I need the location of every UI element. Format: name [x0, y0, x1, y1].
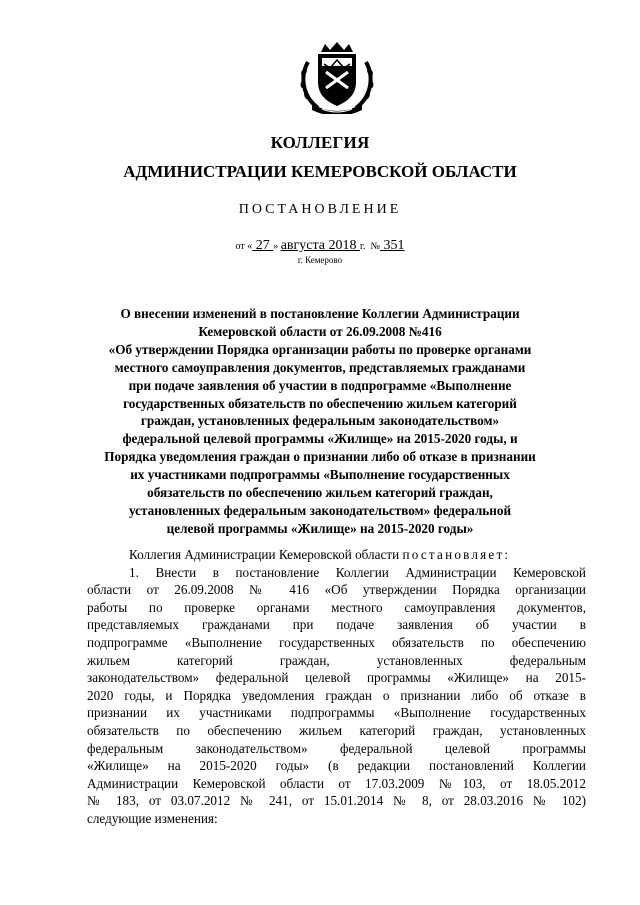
- number-label: №: [370, 241, 381, 252]
- title-line: Порядка уведомления граждан о признании либо об отказе в признании: [104, 449, 536, 465]
- body-line: 1. Внести в постановление Коллегии Администрации Кемеровской: [129, 564, 586, 580]
- intro-decree-word: постановляет:: [402, 547, 511, 562]
- title-line: О внесении изменений в постановление Коллегии Администрации: [120, 306, 520, 321]
- body-line: подпрограмме «Выполнение государственных обязательств по обеспечению: [87, 634, 586, 650]
- document-body: [87, 546, 586, 828]
- body-line: федеральным законодательством» федеральной целевой программы: [87, 740, 586, 756]
- title-line: обязательств по обеспечению жильем категорий граждан,: [147, 485, 493, 501]
- title-line: государственных обязательств по обеспечению жильем категорий: [123, 395, 517, 411]
- organization-name-line-2: АДМИНИСТРАЦИИ КЕМЕРОВСКОЙ ОБЛАСТИ: [123, 162, 517, 181]
- date-month-year: августа 2018: [280, 238, 360, 253]
- title-line: местного самоуправления документов, представляемых гражданами: [114, 359, 526, 375]
- body-line: № 183, от 03.07.2012 № 241, от 15.01.2014 № 8, от 28.03.2016 № 102): [87, 793, 586, 809]
- document-number: 351: [380, 238, 405, 253]
- body-intro-line: [87, 546, 586, 564]
- date-separator: »: [273, 241, 281, 252]
- body-line: обязательств по обеспечению жильем категорий граждан, установленных: [87, 722, 586, 738]
- body-line: представляемых гражданами при подаче заявления об участии в: [87, 617, 586, 633]
- body-line: следующие изменения:: [87, 810, 218, 826]
- body-line: законодательством» федеральной целевой программы «Жилище» на 2015-: [87, 670, 586, 686]
- title-line: их участниками подпрограммы «Выполнение государственных: [130, 467, 510, 483]
- coat-of-arms-emblem: [294, 42, 380, 114]
- date-prefix: от «: [235, 241, 253, 252]
- document-type: ПОСТАНОВЛЕНИЕ: [238, 202, 402, 217]
- date-year-suffix: г.: [360, 241, 366, 252]
- body-line: признании их участниками подпрограммы «Выполнение государственных: [87, 705, 586, 721]
- body-line: 2020 годы, и Порядка уведомления граждан о признании либо об отказе в: [87, 687, 586, 703]
- title-line: Кемеровской области от 26.09.2008 №416: [198, 323, 442, 339]
- body-line: работы по проверке органами местного самоуправления документов,: [87, 599, 586, 615]
- organization-name-line-1: КОЛЛЕГИЯ: [270, 133, 370, 152]
- intro-text: Коллегия Администрации Кемеровской области: [129, 547, 403, 562]
- date-number-line: [0, 238, 640, 254]
- body-line: «Жилище» на 2015-2020 годы» (в редакции постановлений Коллегии: [87, 758, 586, 774]
- document-title: [78, 305, 562, 538]
- title-line: граждан, установленных федеральным законодательством»: [140, 413, 500, 429]
- title-line: федеральной целевой программы «Жилище» на 2015-2020 годы, и: [122, 431, 518, 447]
- body-line: области от 26.09.2008 № 416 «Об утверждении Порядка организации: [87, 582, 586, 598]
- title-line: установленных федеральным законодательством» федеральной: [128, 502, 512, 518]
- title-line: «Об утверждении Порядка организации работы по проверке органами: [108, 341, 532, 357]
- city-name: г. Кемерово: [297, 255, 343, 265]
- date-day: 27: [252, 238, 274, 253]
- title-line: целевой программы «Жилище» на 2015-2020 годы»: [166, 520, 474, 536]
- body-line: Администрации Кемеровской области от 17.03.2009 №103, от 18.05.2012: [87, 775, 586, 791]
- body-line: жильем категорий граждан, установленных федеральным: [87, 652, 586, 668]
- title-line: при подаче заявления об участии в подпрограмме «Выполнение: [128, 377, 512, 393]
